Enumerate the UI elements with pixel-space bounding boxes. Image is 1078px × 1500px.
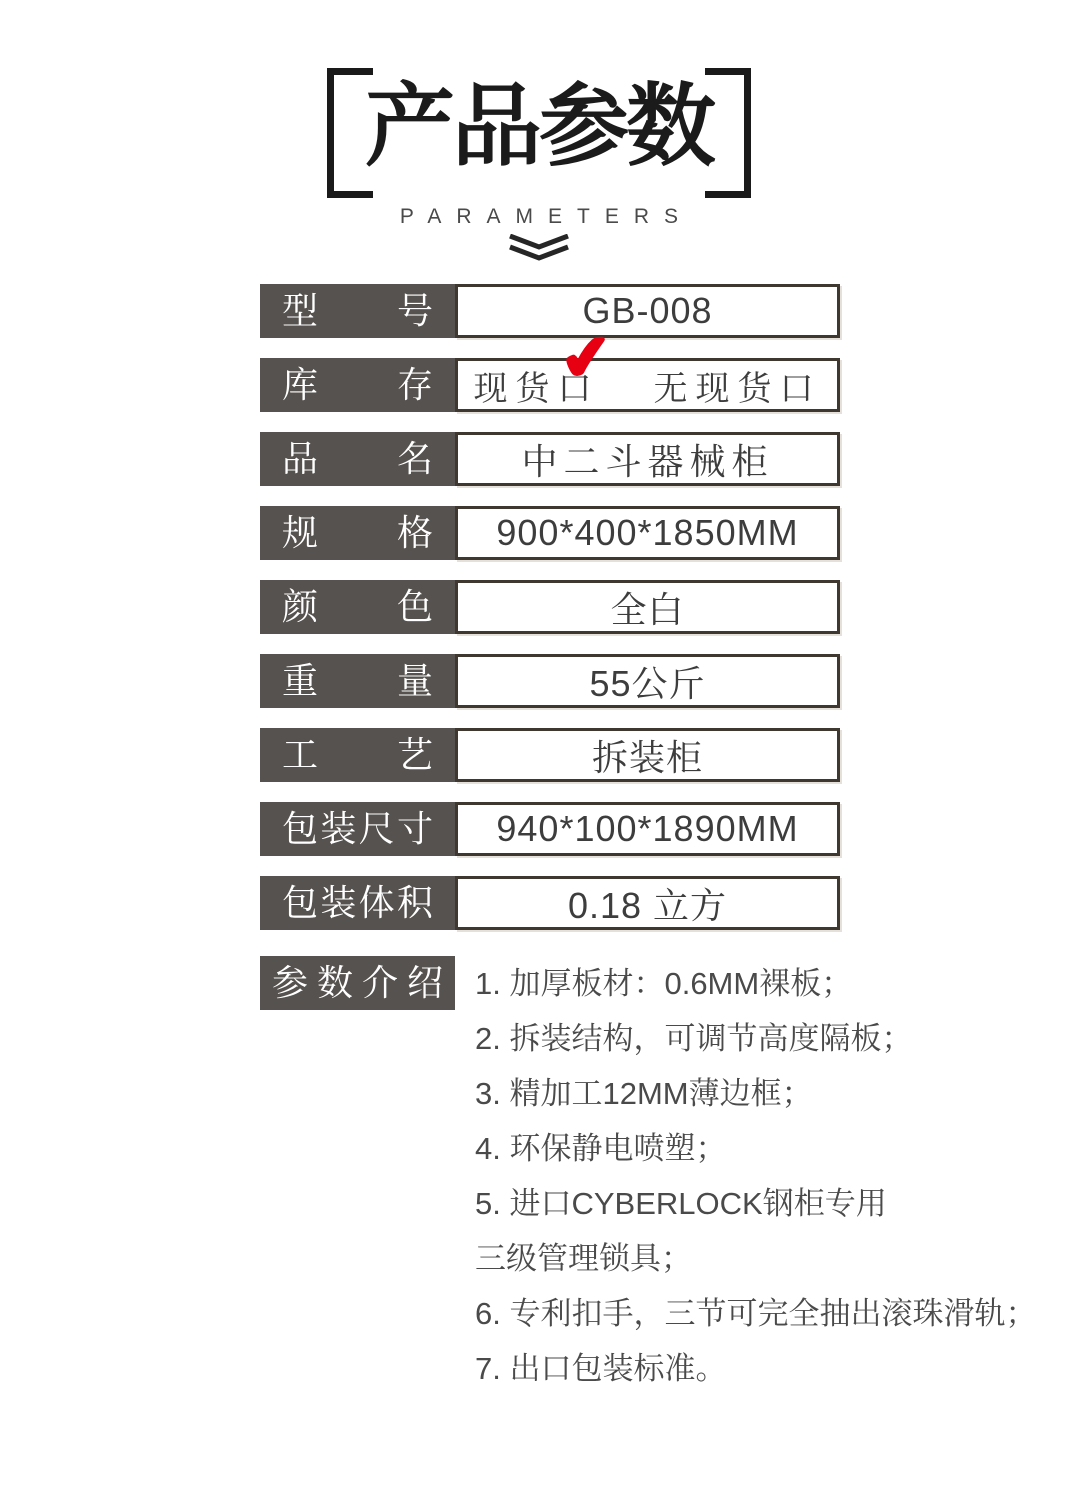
row-label-product-name: 品名	[260, 432, 455, 486]
row-label-stock: 库存	[260, 358, 455, 412]
page-title: 产品参数	[365, 77, 713, 177]
stock-option-in-stock	[473, 319, 623, 410]
intro-label: 参数介绍	[260, 956, 455, 1010]
intro-line-2: 2. 拆装结构，可调节高度隔板；	[475, 1021, 913, 1056]
table-row-model	[260, 284, 840, 338]
row-value-dimensions: 900*400*1850MM	[455, 506, 840, 560]
table-row-package-size	[260, 802, 840, 856]
row-value-product-name: 中二斗器械柜	[455, 432, 840, 486]
table-row-stock	[260, 319, 840, 412]
row-label-dimensions: 规格	[260, 506, 455, 560]
intro-section	[260, 956, 1037, 1396]
red-check-icon: ✔	[556, 319, 623, 395]
double-chevron-down-icon	[507, 234, 571, 264]
row-value-model: GB-008	[455, 284, 840, 338]
row-label-model: 型号	[260, 284, 455, 338]
intro-line-5: 5. 进口CYBERLOCK钢柜专用	[475, 1186, 887, 1221]
row-value-weight: 55公斤	[455, 654, 840, 708]
intro-line-5-continued: 三级管理锁具；	[475, 1241, 692, 1276]
spec-table	[260, 284, 1037, 1396]
intro-line-1: 1. 加厚板材：0.6MM裸板；	[475, 966, 853, 1001]
row-label-package-size: 包装尺寸	[260, 802, 455, 856]
row-label-craft: 工艺	[260, 728, 455, 782]
table-row-craft	[260, 728, 840, 782]
row-label-weight: 重量	[260, 654, 455, 708]
intro-line-7: 7. 出口包装标准。	[475, 1351, 727, 1386]
intro-list	[475, 956, 1036, 1396]
table-row-dimensions	[260, 506, 840, 560]
row-label-color: 颜色	[260, 580, 455, 634]
table-row-product-name	[260, 432, 840, 486]
row-label-package-volume: 包装体积	[260, 876, 455, 930]
row-value-package-size: 940*100*1890MM	[455, 802, 840, 856]
stock-in-stock-label: 现货口	[473, 369, 600, 408]
title-block	[327, 68, 751, 273]
intro-line-4: 4. 环保静电喷塑；	[475, 1131, 727, 1166]
row-value-color: 全白	[455, 580, 840, 634]
intro-line-3: 3. 精加工12MM薄边框；	[475, 1076, 813, 1111]
row-value-package-volume: 0.18 立方	[455, 876, 840, 930]
table-row-color	[260, 580, 840, 634]
table-row-weight	[260, 654, 840, 708]
page-subtitle: PARAMETERS	[399, 205, 694, 228]
stock-out-of-stock-label: 无现货口	[653, 369, 822, 408]
intro-line-6: 6. 专利扣手，三节可完全抽出滚珠滑轨；	[475, 1296, 1037, 1331]
table-row-package-volume	[260, 876, 840, 930]
row-value-craft: 拆装柜	[455, 728, 840, 782]
row-value-stock	[455, 319, 840, 412]
stock-option-out-of-stock	[654, 361, 822, 410]
